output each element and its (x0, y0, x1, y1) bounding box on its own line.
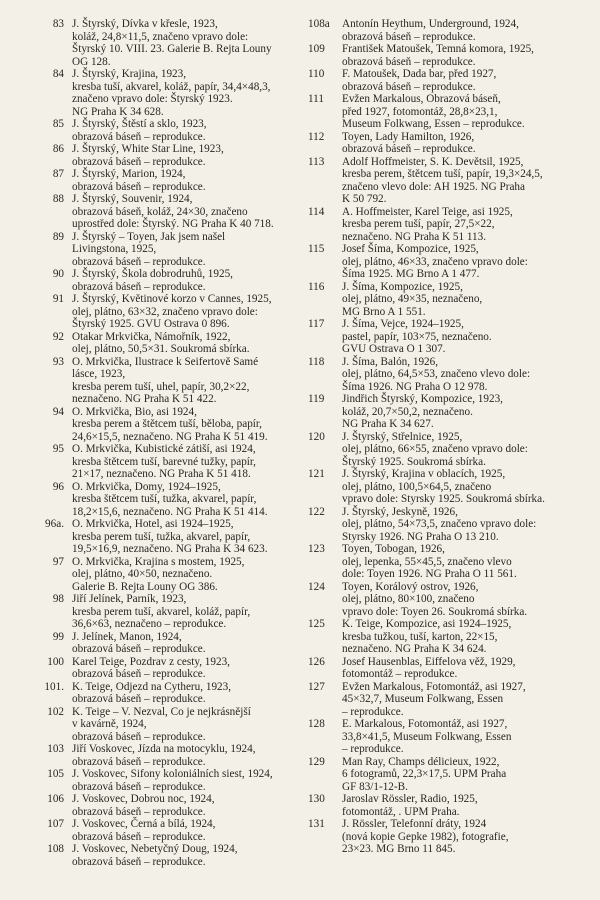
entry-text (72, 556, 310, 594)
entry-number: 109 (308, 43, 325, 55)
catalog-entry (40, 818, 310, 843)
entry-number: 130 (308, 793, 325, 805)
entry-line: J. Štyrský, Střelnice, 1925, (342, 430, 463, 443)
entry-text (72, 193, 310, 231)
entry-line: obrazová báseň – reprodukce. (72, 643, 206, 655)
entry-number: 89 (52, 230, 64, 243)
entry-line: kresba tužkou, tuší, karton, 22×15, (342, 630, 498, 643)
entry-line: neznačeno. NG Praha K 51 422. (72, 393, 217, 405)
entry-line: před 1927, fotomontáž, 28,8×23,1, (342, 105, 498, 118)
catalog-entry (40, 406, 310, 444)
entry-line: obrazová báseň – reprodukce. (342, 80, 476, 93)
entry-line: Toyen, Tobogan, 1926, (342, 543, 445, 555)
entry-text (72, 518, 310, 556)
entry-text (72, 406, 310, 444)
catalog-entry (40, 768, 310, 793)
catalog-entry (40, 193, 310, 231)
entry-line: MG Brno A 1 551. (342, 305, 426, 318)
entry-line: značeno vpravo dole: Štyrský 1923. (72, 93, 233, 105)
entry-text (342, 243, 593, 281)
entry-line: OG 128. (72, 55, 111, 68)
catalog-entry (308, 506, 593, 544)
entry-text (72, 681, 310, 706)
entry-line: 45×32,7, Museum Folkwang, Essen (342, 693, 504, 705)
entry-text (72, 118, 310, 143)
entry-number: 131 (308, 818, 325, 830)
entry-line: J. Voskovec, Sifony koloniálních siest, 1924, (72, 768, 273, 780)
entry-line: J. Rössler, Telefonní dráty, 1924 (342, 818, 487, 830)
entry-line: K. Teige, Kompozice, asi 1924–1925, (342, 618, 512, 630)
entry-number: 108 (47, 843, 64, 855)
entry-number: 102 (47, 705, 64, 718)
entry-line: Jaroslav Rössler, Radio, 1925, (342, 793, 478, 805)
entry-line: obrazová báseň – reprodukce. (72, 755, 206, 768)
entry-number: 108a (308, 18, 330, 30)
entry-text (72, 593, 310, 631)
entry-line: Štyrský 10. VIII. 23. Galerie B. Rejta Louny (72, 43, 272, 55)
entry-line: kresba štětcem tuší, barevné tužky, papír, (72, 455, 256, 468)
catalog-entry (308, 756, 593, 794)
entry-line: olej, plátno, 54×73,5, značeno vpravo dole: (342, 518, 537, 530)
entry-line: Evžen Markalous, Obrazová báseň, (342, 93, 501, 105)
entry-text (342, 718, 593, 756)
entry-line: J. Voskovec, Nebetyčný Doug, 1924, (72, 843, 238, 855)
entry-line: obrazová báseň – reprodukce. (72, 155, 206, 168)
entry-text (342, 131, 593, 156)
entry-line: GF 83/1-12-B. (342, 780, 408, 793)
entry-number: 96a. (45, 518, 64, 530)
entry-text (342, 543, 593, 581)
entry-number: 112 (308, 130, 325, 143)
entry-line: J. Šíma, Vejce, 1924–1925, (342, 318, 464, 330)
entry-line: kresba tuší, akvarel, koláž, papír, 34,4×48,3, (72, 80, 271, 93)
catalog-entry (40, 143, 310, 168)
entry-line: J. Štyrský, Štěstí a sklo, 1923, (72, 118, 207, 130)
entry-number: 95 (52, 443, 64, 455)
entry-text (342, 468, 593, 506)
entry-line: koláž, 20,7×50,2, neznačeno. (342, 405, 473, 418)
catalog-entry (40, 293, 310, 331)
entry-line: značeno vlevo dole: AH 1925. NG Praha (342, 180, 525, 193)
catalog-entry (308, 431, 593, 469)
entry-line: kresba perem tuší, papír, 27,5×22, (342, 218, 495, 230)
entry-line: olej, plátno, 66×55, značeno vpravo dole: (342, 443, 528, 455)
entry-text (342, 93, 593, 131)
catalog-entry (40, 443, 310, 481)
entry-text (72, 443, 310, 481)
entry-line: – reprodukce. (342, 743, 404, 755)
entry-number: 125 (308, 618, 325, 630)
entry-line: Šíma 1926. NG Praha O 12 978. (342, 380, 488, 393)
entry-number: 120 (308, 430, 325, 443)
entry-text (342, 756, 593, 794)
catalog-entry (40, 231, 310, 269)
entry-line: J. Štyrský, Dívka v křesle, 1923, (72, 18, 218, 30)
entry-number: 113 (308, 155, 325, 168)
entry-number: 96 (52, 480, 64, 493)
entry-line: GVU Ostrava O 1 307. (342, 343, 446, 355)
entry-number: 90 (52, 268, 64, 280)
entry-line: Museum Folkwang, Essen – reprodukce. (342, 118, 525, 130)
catalog-entry (40, 268, 310, 293)
entry-number: 98 (52, 593, 64, 605)
catalog-entry (308, 393, 593, 431)
entry-line: O. Mrkvička, Krajina s mostem, 1925, (72, 555, 245, 568)
entry-number: 119 (308, 393, 325, 405)
entry-line: 21×17, neznačeno. NG Praha K 51 418. (72, 468, 251, 480)
entry-text (342, 393, 593, 431)
entry-number: 85 (52, 118, 64, 130)
entry-number: 124 (308, 580, 325, 593)
catalog-entry (308, 818, 593, 856)
catalog-entry (40, 681, 310, 706)
entry-line: O. Mrkvička, Kubistické zátiší, asi 1924, (72, 443, 256, 455)
catalog-entry (308, 156, 593, 206)
entry-text (342, 818, 593, 856)
entry-line: Man Ray, Champs délicieux, 1922, (342, 755, 500, 768)
entry-line: uprostřed dole: Štyrský. NG Praha K 40 718. (72, 218, 274, 230)
catalog-entry (308, 356, 593, 394)
entry-number: 101. (44, 680, 64, 693)
entry-text (72, 843, 310, 868)
entry-number: 128 (308, 718, 325, 730)
catalog-entry (40, 556, 310, 594)
entry-line: obrazová báseň – reprodukce. (72, 668, 206, 680)
entry-line: olej, plátno, 64,5×53, značeno vlevo dole: (342, 368, 531, 380)
entry-line: – reprodukce. (342, 705, 404, 718)
entry-line: neznačeno. NG Praha K 51 113. (342, 230, 487, 243)
entry-number: 117 (308, 318, 325, 330)
catalog-entry (308, 581, 593, 619)
catalog-entry (40, 656, 310, 681)
entry-line: kresba perem tuší, uhel, papír, 30,2×22, (72, 380, 250, 393)
entry-number: 100 (47, 655, 64, 668)
catalog-entry (40, 481, 310, 519)
entry-number: 110 (308, 68, 325, 80)
entry-line: 23×23. MG Brno 11 845. (342, 843, 456, 855)
entry-text (72, 331, 310, 356)
entry-line: 36,6×63, neznačeno – reprodukce. (72, 618, 227, 630)
entry-line: Galerie B. Rejta Louny OG 386. (72, 580, 218, 593)
entry-number: 86 (52, 143, 64, 155)
entry-line: obrazová báseň – reprodukce. (72, 130, 206, 143)
entry-text (342, 68, 593, 93)
entry-line: K. Teige – V. Nezval, Co je nejkrásnější (72, 705, 251, 718)
catalog-entry (40, 356, 310, 406)
entry-number: 118 (308, 355, 325, 368)
entry-text (72, 706, 310, 744)
entry-number: 111 (308, 93, 324, 105)
entry-number: 88 (52, 193, 64, 205)
entry-line: dole: Toyen 1926. NG Praha O 11 561. (342, 568, 517, 580)
entry-line: 18,2×15,6, neznačeno. NG Praha K 51 414. (72, 505, 268, 518)
entry-line: lásce, 1923, (72, 368, 126, 380)
catalog-entry (40, 118, 310, 143)
entry-text (72, 743, 310, 768)
entry-number: 126 (308, 655, 325, 668)
entry-line: obrazová báseň – reprodukce. (72, 693, 206, 705)
catalog-entry (40, 743, 310, 768)
entry-line: obrazová báseň – reprodukce. (72, 180, 206, 193)
entry-line: NG Praha K 34 628. (72, 105, 164, 118)
entry-line: NG Praha K 34 627. (342, 418, 434, 430)
entry-line: J. Štyrský, Krajina v oblacích, 1925, (342, 468, 506, 480)
entry-text (342, 681, 593, 719)
catalog-entry (308, 793, 593, 818)
entry-line: O. Mrkvička, Bio, asi 1924, (72, 405, 197, 418)
entry-line: pastel, papír, 103×75, neznačeno. (342, 330, 492, 343)
entry-line: J. Šíma, Balón, 1926, (342, 355, 439, 368)
entry-line: Jiří Jelínek, Parník, 1923, (72, 593, 187, 605)
entry-line: obrazová báseň – reprodukce. (72, 830, 206, 843)
entry-line: obrazová báseň – reprodukce. (72, 255, 206, 268)
entry-line: fotomontáž, . UPM Praha. (342, 805, 460, 818)
entry-line: 6 fotogramů, 22,3×17,5. UPM Praha (342, 768, 507, 780)
entry-line: Styrsky 1926. NG Praha O 13 210. (342, 530, 499, 543)
entry-line: obrazová báseň – reprodukce. (342, 55, 476, 68)
catalog-entry (308, 281, 593, 319)
entry-number: 115 (308, 243, 325, 255)
catalog-entry (308, 43, 593, 68)
entry-line: obrazová báseň – reprodukce. (72, 280, 206, 293)
entry-text (342, 581, 593, 619)
entry-line: koláž, 24,8×11,5, značeno vpravo dole: (72, 30, 249, 43)
entry-text (72, 656, 310, 681)
entry-line: Štyrský 1925. Soukromá sbírka. (342, 455, 486, 468)
catalog-entry (308, 68, 593, 93)
catalog-entry (40, 793, 310, 818)
entry-line: J. Štyrský, White Star Line, 1923, (72, 143, 224, 155)
entry-line: olej, lepenka, 55×45,5, značeno vlevo (342, 555, 512, 568)
entry-number: 103 (47, 743, 64, 755)
entry-line: olej, plátno, 100,5×64,5, značeno (342, 480, 492, 493)
catalog-entry (40, 843, 310, 868)
entry-line: F. Matoušek, Dada bar, před 1927, (342, 68, 497, 80)
entry-number: 94 (52, 405, 64, 418)
entry-text (342, 281, 593, 319)
entry-line: Karel Teige, Pozdrav z cesty, 1923, (72, 655, 230, 668)
entry-number: 116 (308, 280, 325, 293)
entry-line: J. Štyrský – Toyen, Jak jsem našel (72, 230, 226, 243)
entry-line: vpravo dole: Toyen 26. Soukromá sbírka. (342, 605, 528, 618)
entry-line: Evžen Markalous, Fotomontáž, asi 1927, (342, 680, 526, 693)
entry-line: Josef Šíma, Kompozice, 1925, (342, 243, 479, 255)
entry-line: fotomontáž – reprodukce. (342, 668, 458, 680)
entry-text (72, 168, 310, 193)
entry-line: J. Štyrský, Jeskyně, 1926, (342, 505, 458, 518)
entry-number: 114 (308, 205, 325, 218)
catalog-entry (308, 18, 593, 43)
entry-text (342, 18, 593, 43)
entry-line: J. Voskovec, Černá a bílá, 1924, (72, 818, 216, 830)
catalog-entry (308, 718, 593, 756)
entry-line: obrazová báseň – reprodukce. (72, 855, 206, 868)
entry-line: Štyrský 1925. GVU Ostrava 0 896. (72, 318, 230, 330)
entry-line: obrazová báseň – reprodukce. (72, 730, 206, 743)
entry-number: 97 (52, 555, 64, 568)
entry-line: J. Štyrský, Souvenir, 1924, (72, 193, 193, 205)
entry-text (72, 268, 310, 293)
entry-text (342, 43, 593, 68)
entry-line: Toyen, Korálový ostrov, 1926, (342, 580, 479, 593)
entry-line: olej, plátno, 80×100, značeno (342, 593, 475, 605)
entry-line: vpravo dole: Styrsky 1925. Soukromá sbírka. (342, 493, 545, 505)
entry-line: kresba perem a štětcem tuší, běloba, papír, (72, 418, 262, 430)
entry-text (342, 156, 593, 206)
entry-text (342, 356, 593, 394)
entry-line: kresba perem tuší, tužka, akvarel, papír, (72, 530, 251, 543)
entry-text (342, 431, 593, 469)
entry-number: 107 (47, 818, 64, 830)
entry-line: olej, plátno, 40×50, neznačeno. (72, 568, 213, 580)
catalog-entry (40, 593, 310, 631)
entry-number: 127 (308, 680, 325, 693)
entry-text (72, 68, 310, 118)
catalog-entry (308, 93, 593, 131)
catalog-entry (308, 656, 593, 681)
catalog-entry (308, 468, 593, 506)
entry-line: olej, plátno, 50,5×31. Soukromá sbírka. (72, 343, 250, 355)
entry-line: A. Hoffmeister, Karel Teige, asi 1925, (342, 205, 513, 218)
catalog-entry (308, 543, 593, 581)
entry-line: Josef Hausenblas, Eiffelova věž, 1929, (342, 655, 516, 668)
entry-line: E. Markalous, Fotomontáž, asi 1927, (342, 718, 508, 730)
entry-text (72, 293, 310, 331)
entry-line: v kavárně, 1924, (72, 718, 147, 730)
entry-line: (nová kopie Gepke 1982), fotografie, (342, 830, 509, 843)
entry-number: 129 (308, 755, 325, 768)
entry-line: obrazová báseň – reprodukce. (342, 143, 476, 155)
entry-number: 84 (52, 68, 64, 80)
entry-text (72, 818, 310, 843)
entry-number: 92 (52, 330, 64, 343)
entry-line: Otakar Mrkvička, Námořník, 1922, (72, 330, 231, 343)
entry-line: Jindřich Štyrský, Kompozice, 1923, (342, 393, 503, 405)
entry-number: 91 (52, 293, 64, 305)
entry-line: K. Teige, Odjezd na Cytheru, 1923, (72, 680, 232, 693)
entry-text (72, 793, 310, 818)
entry-text (342, 793, 593, 818)
catalog-entry (308, 131, 593, 156)
entry-line: J. Šíma, Kompozice, 1925, (342, 280, 463, 293)
entry-line: J. Štyrský, Škola dobrodruhů, 1925, (72, 268, 233, 280)
entry-line: J. Jelínek, Manon, 1924, (72, 630, 182, 643)
entry-line: obrazová báseň – reprodukce. (72, 780, 206, 793)
entry-line: Livingstona, 1925, (72, 243, 157, 255)
entry-text (72, 631, 310, 656)
catalog-entry (40, 518, 310, 556)
entry-line: neznačeno. NG Praha K 34 624. (342, 643, 487, 655)
catalog-entry (308, 318, 593, 356)
entry-line: obrazová báseň – reprodukce. (342, 30, 476, 43)
catalog-entry (308, 206, 593, 244)
entry-line: O. Mrkvička, Hotel, asi 1924–1925, (72, 518, 234, 530)
entry-line: K 50 792. (342, 193, 387, 205)
entry-line: J. Štyrský, Květinové korzo v Cannes, 1925, (72, 293, 272, 305)
catalog-entry (40, 631, 310, 656)
entry-number: 87 (52, 168, 64, 180)
entry-line: obrazová báseň – reprodukce. (72, 805, 206, 818)
catalog-entry (40, 331, 310, 356)
entry-line: 24,6×15,5, neznačeno. NG Praha K 51 419. (72, 430, 268, 443)
entry-text (342, 618, 593, 656)
entry-line: Šíma 1925. MG Brno A 1 477. (342, 268, 480, 280)
entry-text (72, 481, 310, 519)
entry-line: J. Štyrský, Krajina, 1923, (72, 68, 187, 80)
entry-line: J. Štyrský, Marion, 1924, (72, 168, 186, 180)
entry-line: O. Mrkvička, Domy, 1924–1925, (72, 480, 221, 493)
entry-line: J. Voskovec, Dobrou noc, 1924, (72, 793, 215, 805)
entry-line: Antonín Heythum, Underground, 1924, (342, 18, 519, 30)
entry-text (72, 768, 310, 793)
entry-line: kresba perem tuší, akvarel, koláž, papír, (72, 605, 251, 618)
entry-number: 122 (308, 505, 325, 518)
right-column (308, 18, 593, 856)
entry-number: 99 (52, 630, 64, 643)
entry-number: 105 (47, 768, 64, 780)
catalog-entry (40, 168, 310, 193)
entry-text (72, 356, 310, 406)
catalog-entry (40, 706, 310, 744)
entry-line: olej, plátno, 49×35, neznačeno, (342, 293, 483, 305)
entry-text (342, 656, 593, 681)
entry-line: Adolf Hoffmeister, S. K. Devětsil, 1925, (342, 155, 524, 168)
entry-line: 19,5×16,9, neznačeno. NG Praha K 34 623. (72, 543, 268, 555)
entry-text (342, 506, 593, 544)
catalog-entry (40, 68, 310, 118)
entry-text (72, 143, 310, 168)
entry-text (342, 206, 593, 244)
catalog-entry (308, 618, 593, 656)
catalog-entry (308, 681, 593, 719)
entry-line: olej, plátno, 63×32, značeno vpravo dole: (72, 305, 258, 318)
entry-line: olej, plátno, 46×33, značeno vpravo dole: (342, 255, 528, 268)
entry-line: obrazová báseň, koláž, 24×30, značeno (72, 205, 248, 218)
entry-text (72, 231, 310, 269)
entry-line: O. Mrkvička, Ilustrace k Seifertově Samé (72, 355, 259, 368)
entry-line: 33,8×41,5, Museum Folkwang, Essen (342, 730, 512, 743)
entry-text (72, 18, 310, 68)
entry-line: František Matoušek, Temná komora, 1925, (342, 43, 534, 55)
left-column (40, 18, 310, 868)
entry-line: Jiří Voskovec, Jízda na motocyklu, 1924, (72, 743, 256, 755)
entry-number: 121 (308, 468, 325, 480)
entry-line: kresba perem, štětcem tuší, papír, 19,3×24,5, (342, 168, 543, 180)
entry-text (342, 318, 593, 356)
entry-number: 83 (52, 18, 64, 30)
entry-line: kresba štětcem tuší, tužka, akvarel, papír, (72, 493, 257, 505)
entry-number: 93 (52, 355, 64, 368)
entry-number: 123 (308, 543, 325, 555)
catalog-entry (308, 243, 593, 281)
entry-line: Toyen, Lady Hamilton, 1926, (342, 130, 475, 143)
entry-number: 106 (47, 793, 64, 805)
catalog-entry (40, 18, 310, 68)
